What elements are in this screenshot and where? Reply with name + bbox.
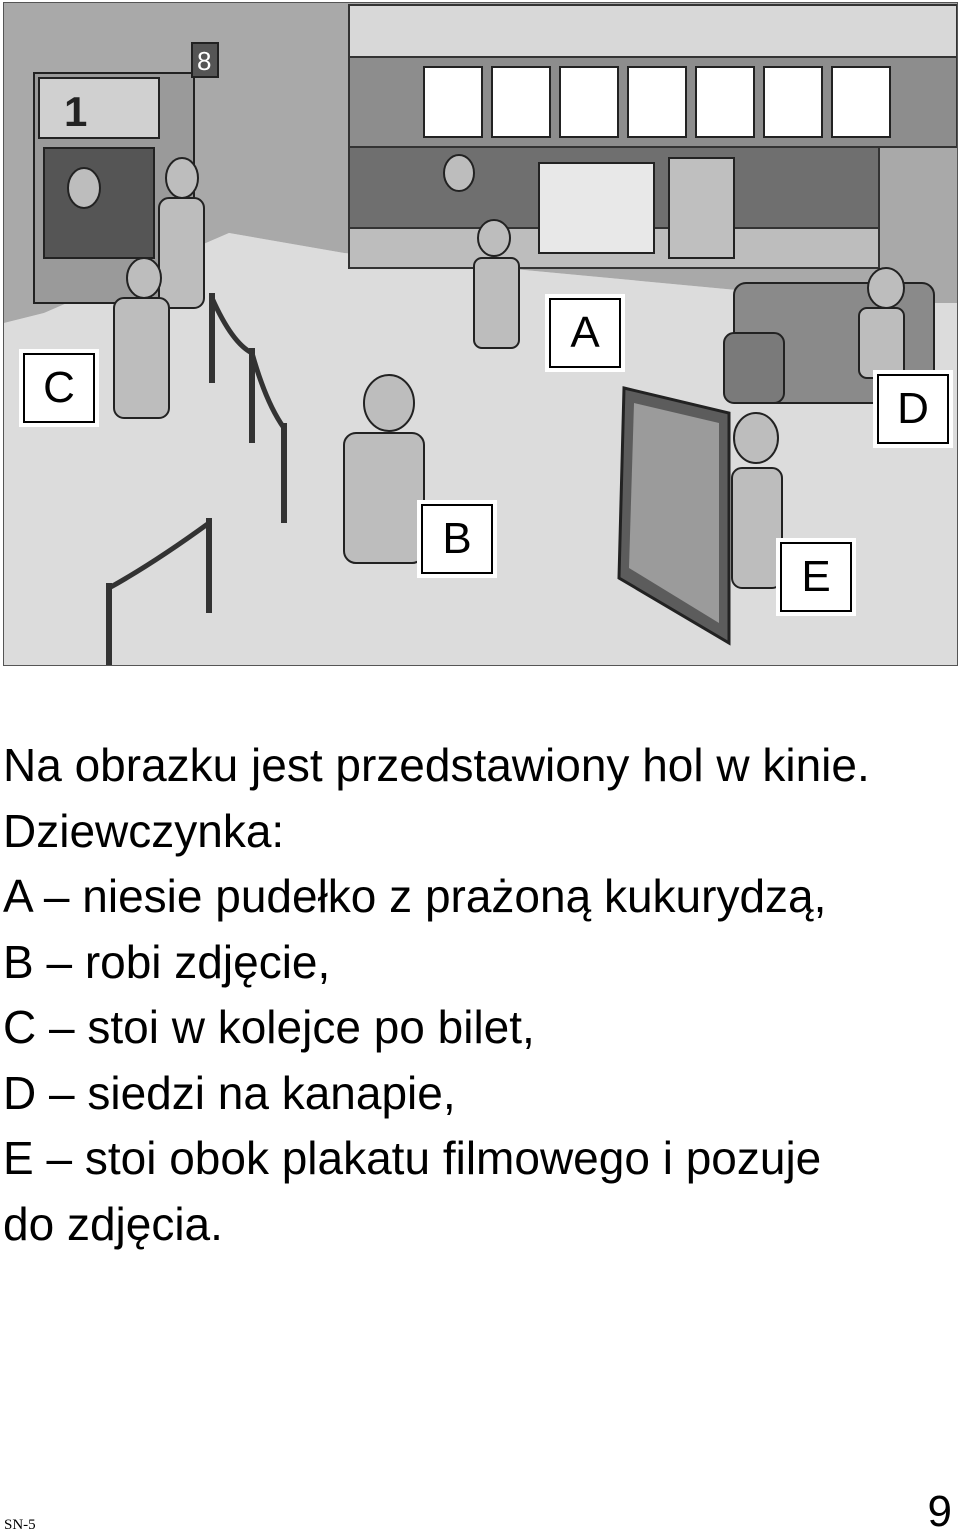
text-line: do zdjęcia.: [3, 1197, 223, 1250]
label-d: D: [877, 374, 949, 444]
label-b: B: [421, 504, 493, 574]
description-text: [3, 733, 953, 1257]
text-line: D – siedzi na kanapie,: [3, 1066, 456, 1119]
label-c: C: [23, 353, 95, 423]
label-a: A: [549, 298, 621, 368]
text-line: Na obrazku jest przedstawiony hol w kinie.: [3, 739, 870, 791]
text-line: C – stoi w kolejce po bilet,: [3, 1001, 535, 1053]
text-line: A – niesie pudełko z prażoną kukurydzą,: [3, 870, 827, 922]
ticket-window-sign: 1: [64, 88, 88, 135]
text-line: B – robi zdjęcie,: [3, 935, 331, 988]
text-line: Dziewczynka:: [3, 804, 285, 857]
label-e: E: [780, 542, 852, 612]
page-number: 9: [927, 1487, 952, 1536]
text-line: E – stoi obok plakatu filmowego i pozuje: [3, 1132, 822, 1184]
footer-code: SN-5: [4, 1517, 36, 1533]
cinema-hall-illustration: [3, 2, 958, 666]
room-sign: 8: [197, 46, 212, 76]
